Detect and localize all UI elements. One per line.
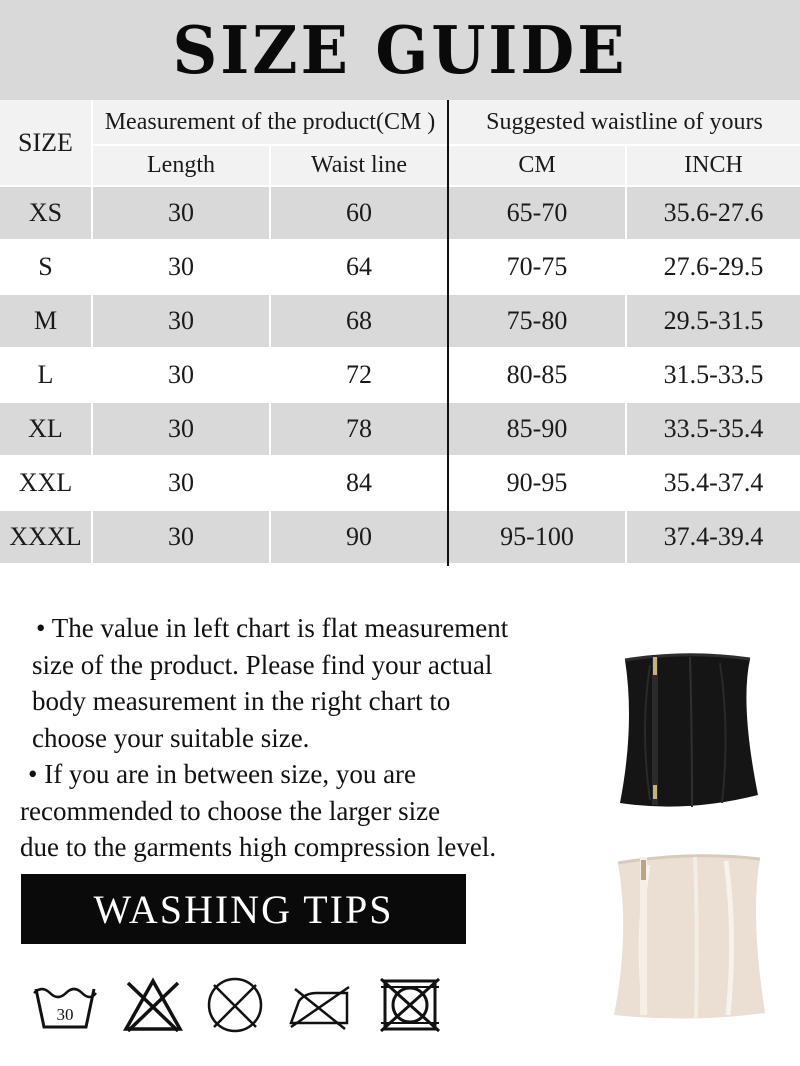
table-cell-length: 30 <box>93 403 269 455</box>
note-line: • If you are in between size, you are <box>28 759 417 789</box>
waist-line-header: Waist line <box>271 146 447 185</box>
table-cell-inch: 31.5-33.5 <box>627 349 800 401</box>
no-bleach-icon <box>118 975 188 1035</box>
wash-30-icon <box>30 975 100 1035</box>
table-divider <box>447 100 449 566</box>
table-cell-length: 30 <box>93 511 269 563</box>
care-icons <box>30 975 470 1035</box>
notes <box>20 610 580 866</box>
length-header: Length <box>93 146 269 185</box>
table-cell-waist: 84 <box>271 457 447 509</box>
table-cell-cm: 70-75 <box>449 241 625 293</box>
table-cell-waist: 64 <box>271 241 447 293</box>
measurement-header: Measurement of the product(CM ) <box>93 100 447 144</box>
black-waist-trainer-image <box>600 645 775 820</box>
note-line: recommended to choose the larger size <box>20 795 441 826</box>
size-header: SIZE <box>0 100 91 185</box>
table-cell-cm: 80-85 <box>449 349 625 401</box>
table-cell-cm: 95-100 <box>449 511 625 563</box>
table-cell-size: XXXL <box>0 511 91 563</box>
washing-tips-title: WASHING TIPS <box>93 886 394 932</box>
note-line: due to the garments high compression level. <box>20 832 497 862</box>
note-line: body measurement in the right chart to <box>32 686 451 716</box>
note-line: choose your suitable size. <box>32 722 310 753</box>
table-cell-size: S <box>0 241 91 293</box>
table-cell-waist: 68 <box>271 295 447 347</box>
cm-header: CM <box>449 146 625 185</box>
size-table <box>0 100 800 566</box>
table-cell-length: 30 <box>93 349 269 401</box>
table-cell-cm: 65-70 <box>449 187 625 239</box>
table-cell-waist: 90 <box>271 511 447 563</box>
table-cell-waist: 72 <box>271 349 447 401</box>
table-cell-inch: 37.4-39.4 <box>627 511 800 563</box>
washing-tips-banner <box>21 874 466 944</box>
table-cell-size: M <box>0 295 91 347</box>
page-title: SIZE GUIDE <box>172 11 628 89</box>
table-cell-length: 30 <box>93 457 269 509</box>
no-tumble-dry-icon <box>200 975 270 1035</box>
table-cell-size: XL <box>0 403 91 455</box>
no-iron-icon <box>285 975 355 1035</box>
table-cell-inch: 29.5-31.5 <box>627 295 800 347</box>
table-cell-inch: 35.4-37.4 <box>627 457 800 509</box>
table-cell-inch: 35.6-27.6 <box>627 187 800 239</box>
table-cell-length: 30 <box>93 295 269 347</box>
table-cell-cm: 85-90 <box>449 403 625 455</box>
inch-header: INCH <box>627 146 800 185</box>
note-line: size of the product. Please find your actual <box>32 649 493 680</box>
table-cell-waist: 78 <box>271 403 447 455</box>
table-cell-size: XXL <box>0 457 91 509</box>
table-cell-cm: 90-95 <box>449 457 625 509</box>
table-cell-size: L <box>0 349 91 401</box>
title-band <box>0 0 800 100</box>
table-cell-inch: 33.5-35.4 <box>627 403 800 455</box>
table-cell-length: 30 <box>93 241 269 293</box>
table-cell-inch: 27.6-29.5 <box>627 241 800 293</box>
table-cell-waist: 60 <box>271 187 447 239</box>
note-line: • The value in left chart is flat measurement <box>36 613 509 643</box>
svg-text:30: 30 <box>56 1005 74 1024</box>
no-dry-clean-icon <box>375 975 445 1035</box>
suggested-header: Suggested waistline of yours <box>449 100 800 144</box>
table-cell-length: 30 <box>93 187 269 239</box>
table-cell-size: XS <box>0 187 91 239</box>
table-cell-cm: 75-80 <box>449 295 625 347</box>
nude-waist-trainer-image <box>600 845 780 1025</box>
